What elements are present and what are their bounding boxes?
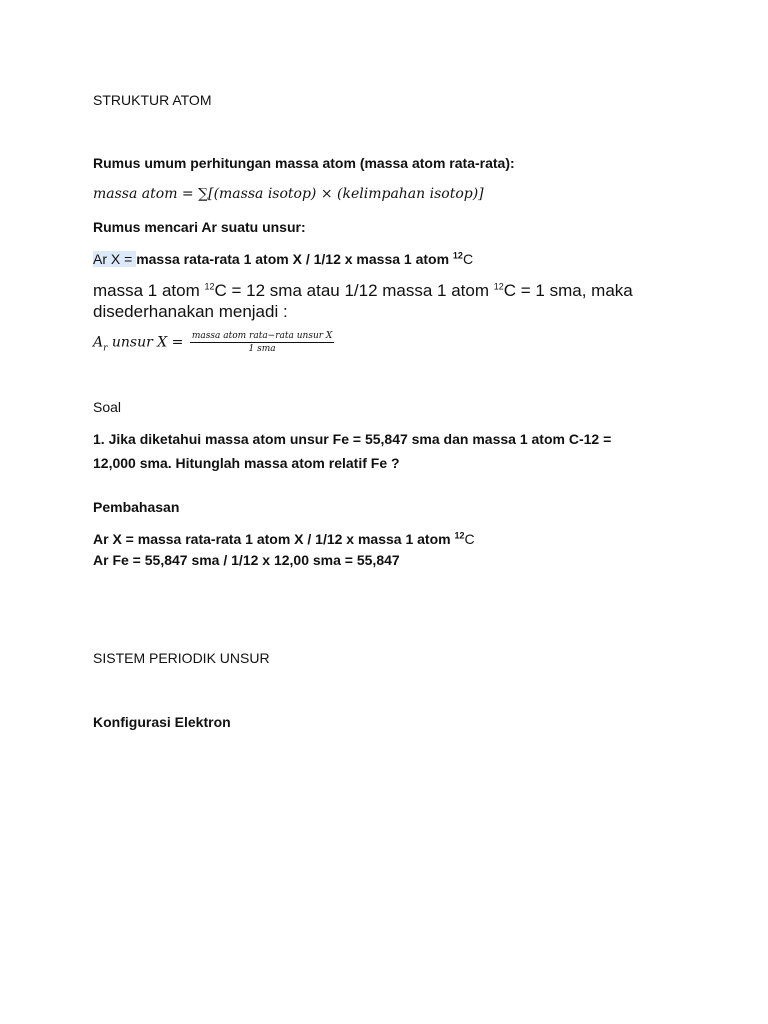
pembahasan-line1-carbon: C [464, 531, 475, 547]
formula-ar-unsur [93, 331, 334, 357]
ar-x-definition [93, 250, 473, 268]
formula-ar-denominator: 1 sma [248, 344, 276, 354]
pembahasan-line1-text: Ar X = massa rata-rata 1 atom X / 1/12 x massa 1 atom [93, 531, 455, 547]
konfigurasi-elektron-heading: Konfigurasi Elektron [93, 714, 231, 730]
formula-ar-fraction [190, 331, 334, 354]
ar-x-definition-text: massa rata-rata 1 atom X / 1/12 x massa 1 atom [136, 251, 453, 267]
sma-line1-part-b: C = 12 sma atau 1/12 massa 1 atom [214, 281, 494, 300]
formula-massa-atom-eq: = [177, 186, 199, 202]
formula-massa-atom-lhs: massa atom [93, 186, 178, 202]
soal1-line1: 1. Jika diketahui massa atom unsur Fe = 55,847 sma dan massa 1 atom C-12 = [93, 431, 612, 447]
rumus-ar-heading: Rumus mencari Ar suatu unsur: [93, 219, 306, 235]
formula-ar-numerator: massa atom rata−rata unsur X [191, 331, 333, 341]
pembahasan-line2: Ar Fe = 55,847 sma / 1/12 x 12,00 sma = 55,847 [93, 552, 400, 568]
rumus-umum-heading: Rumus umum perhitungan massa atom (massa atom rata-rata): [93, 155, 515, 171]
pembahasan-heading: Pembahasan [93, 499, 180, 515]
sma-line1-part-c: C = 1 sma, maka [503, 281, 633, 300]
formula-massa-atom-rhs: ∑[(massa isotop) × (kelimpahan isotop)] [198, 186, 484, 202]
sma-line1-sup-a: 12 [204, 281, 215, 292]
formula-ar-subscript: r [103, 343, 108, 354]
section-title-struktur-atom: STRUKTUR ATOM [93, 92, 212, 108]
sma-explanation-line1 [93, 281, 633, 301]
soal-heading: Soal [93, 399, 122, 415]
pembahasan-line1 [93, 530, 475, 548]
formula-massa-atom [93, 185, 484, 203]
ar-x-carbon: C [462, 251, 474, 267]
formula-ar-mid: unsur X = [107, 334, 188, 351]
pembahasan-line1-sup: 12 [454, 530, 465, 541]
sma-line1-sup-b: 12 [493, 281, 504, 292]
sma-explanation-line2: disederhanakan menjadi : [93, 302, 288, 321]
ar-x-highlight: Ar X = [93, 251, 137, 267]
section-title-sistem-periodik: SISTEM PERIODIK UNSUR [93, 650, 270, 666]
formula-ar-symbol: A [93, 334, 104, 351]
soal1-line2: 12,000 sma. Hitunglah massa atom relatif Fe ? [93, 455, 400, 471]
sma-line1-part-a: massa 1 atom [93, 281, 205, 300]
ar-x-superscript: 12 [452, 250, 463, 261]
